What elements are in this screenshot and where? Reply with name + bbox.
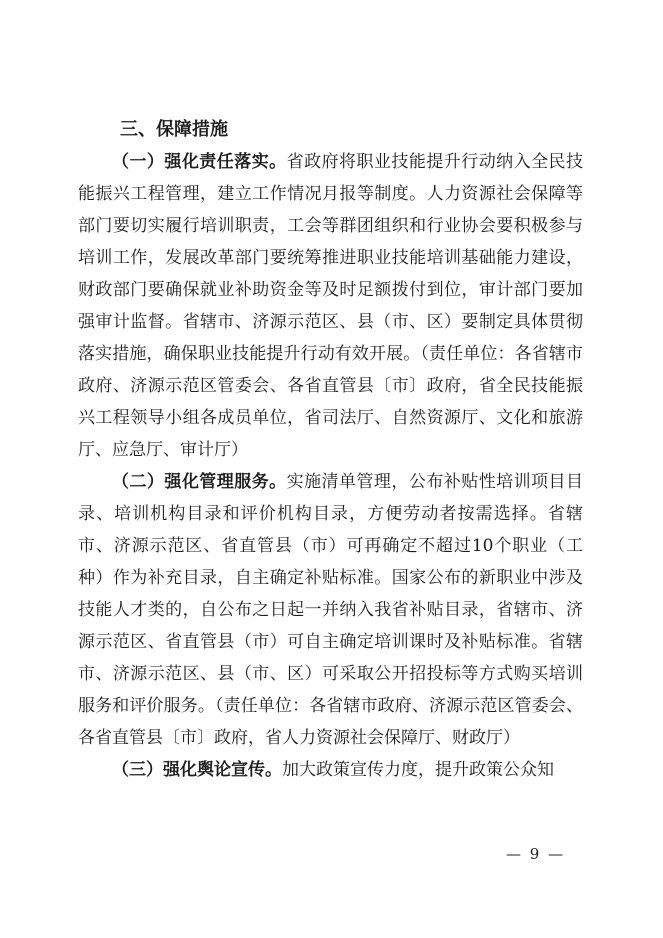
paragraph-management	[78, 466, 583, 754]
paragraph-body: 加大政策宣传力度，提升政策公众知	[282, 760, 554, 780]
paragraph-responsibility	[78, 146, 583, 466]
paragraph-lead: （三）强化舆论宣传。	[112, 760, 282, 780]
section-heading: 三、保障措施	[120, 119, 228, 140]
page-number: — 9 —	[506, 845, 566, 863]
paragraph-body: 省政府将职业技能提升行动纳入全民技能振兴工程管理，建立工作情况月报等制度。人力资源社会保障等部门要切实履行培训职责，工会等群团组织和行业协会要积极参与培训工作，发展改革部门要统筹推进职业技能培训基础能力建设，财政部门要确保就业补助资金等及时足额拨付到位，审计部门要加强审计监督。省辖市、济源示范区、县（市、区）要制定具体贯彻落实措施，确保职业技能提升行动有效开展。（责任单位：各省辖市政府、济源示范区管委会、各省直管县〔市〕政府，省全民技能振兴工程领导小组各成员单位，省司法厅、自然资源厅、文化和旅游厅、应急厅、审计厅）	[78, 152, 584, 460]
paragraph-lead: （一）强化责任落实。	[112, 152, 287, 172]
paragraph-publicity	[78, 754, 583, 786]
paragraph-lead: （二）强化管理服务。	[112, 472, 287, 492]
document-body	[78, 114, 583, 786]
paragraph-body: 实施清单管理，公布补贴性培训项目目录、培训机构目录和评价机构目录，方便劳动者按需选择。省辖市、济源示范区、省直管县（市）可再确定不超过10个职业（工种）作为补充目录，自主确定补贴标准。国家公布的新职业中涉及技能人才类的，自公布之日起一并纳入我省补贴目录，省辖市、济源示范区、省直管县（市）可自主确定培训课时及补贴标准。省辖市、济源示范区、县（市、区）可采取公开招投标等方式购买培训服务和评价服务。（责任单位：各省辖市政府、济源示范区管委会、各省直管县〔市〕政府，省人力资源社会保障厅、财政厅）	[78, 472, 584, 748]
